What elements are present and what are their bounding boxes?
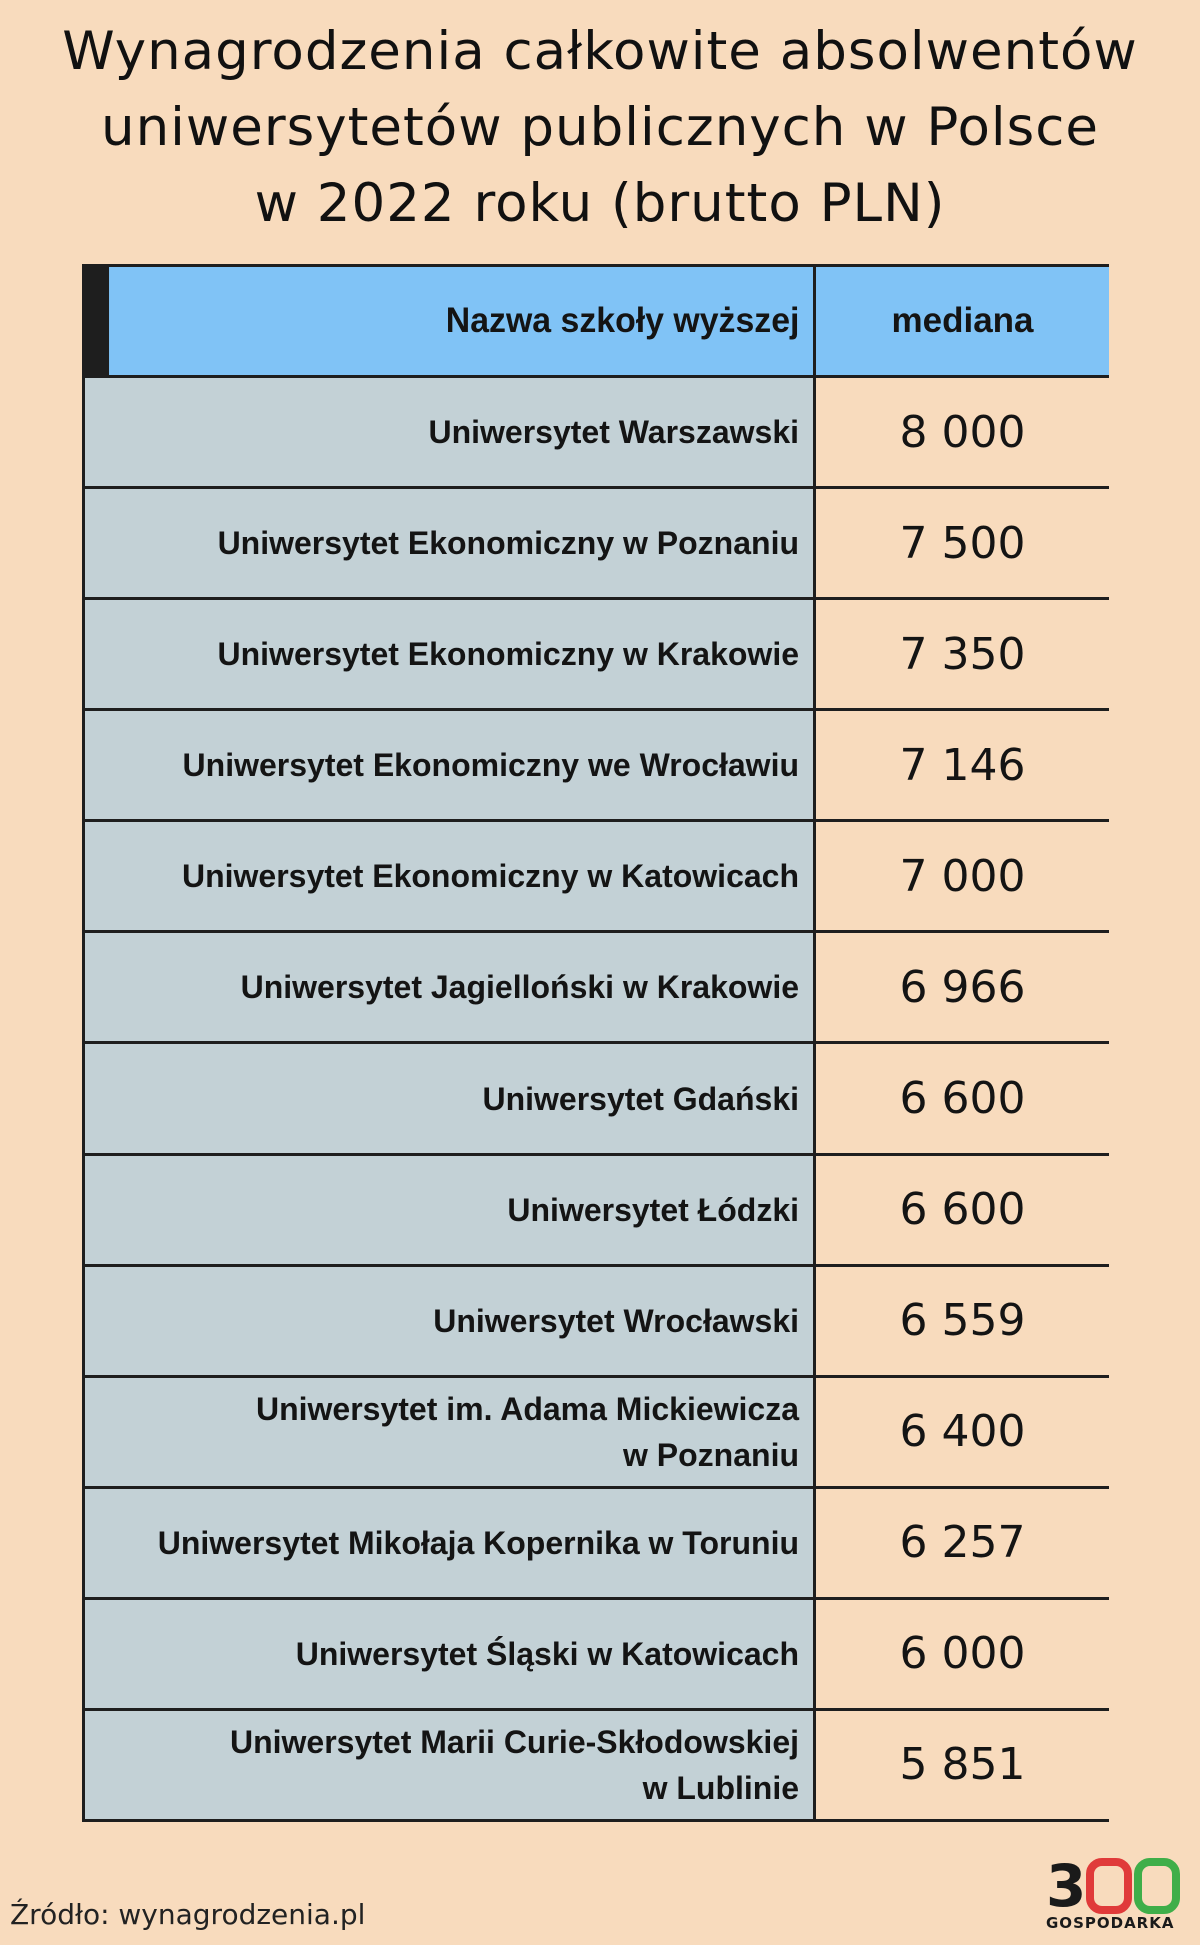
logo-red-zero [1086,1858,1132,1914]
source-note: Źródło: wynagrodzenia.pl [10,1898,366,1931]
school-name-cell [85,1711,813,1819]
school-name-cell [85,1378,813,1486]
median-value-cell: 6 966 [816,933,1109,1041]
header-school-name: Nazwa szkoły wyższej [109,267,813,375]
school-name-line: w Lublinie [642,1769,799,1806]
median-value-cell: 7 350 [816,600,1109,708]
median-value-cell: 6 257 [816,1489,1109,1597]
median-value-cell: 7 000 [816,822,1109,930]
school-name-cell [85,1156,813,1264]
title-line-1: Wynagrodzenia całkowite absolwentów [62,21,1138,82]
school-name-line: Uniwersytet Śląski w Katowicach [295,1635,799,1672]
school-name-line: Uniwersytet Gdański [482,1080,799,1117]
median-value-cell: 6 400 [816,1378,1109,1486]
school-name-line: Uniwersytet Mikołaja Kopernika w Toruniu [157,1524,799,1561]
median-value-cell: 6 559 [816,1267,1109,1375]
school-name-line: Uniwersytet Ekonomiczny w Krakowie [217,636,799,673]
school-name-cell [85,378,813,486]
logo-mark [1046,1852,1186,1920]
median-value-cell: 8 000 [816,378,1109,486]
school-name-line: Uniwersytet Jagielloński w Krakowie [240,969,799,1006]
chart-title [0,14,1200,242]
logo-green-zero [1134,1858,1180,1914]
school-name-cell [85,489,813,597]
school-name-cell [85,1489,813,1597]
school-name-line: Uniwersytet im. Adama Mickiewicza [255,1390,799,1427]
school-name-cell [85,600,813,708]
school-name-line: Uniwersytet Ekonomiczny w Katowicach [181,858,799,895]
logo-300-gospodarka [1046,1852,1186,1936]
school-name-cell [85,1600,813,1708]
school-name-line: Uniwersytet Ekonomiczny we Wrocławiu [182,747,799,784]
median-value-cell: 7 500 [816,489,1109,597]
school-name-line: Uniwersytet Ekonomiczny w Poznaniu [217,525,799,562]
school-name-line: Uniwersytet Warszawski [428,414,799,451]
title-line-2: uniwersytetów publicznych w Polsce [100,97,1099,158]
school-name-line: w Poznaniu [623,1436,799,1473]
school-name-cell [85,822,813,930]
median-value-cell: 6 000 [816,1600,1109,1708]
school-name-cell [85,711,813,819]
school-name-cell [85,933,813,1041]
header-median: mediana [816,267,1109,375]
median-value-cell: 6 600 [816,1156,1109,1264]
school-name-cell [85,1267,813,1375]
school-name-cell [85,1044,813,1152]
school-name-line: Uniwersytet Marii Curie-Skłodowskiej [229,1723,799,1760]
school-name-line: Uniwersytet Wrocławski [433,1302,799,1339]
school-name-line: Uniwersytet Łódzki [507,1191,799,1228]
salary-table [82,264,1109,1822]
median-value-cell: 7 146 [816,711,1109,819]
median-value-cell: 5 851 [816,1711,1109,1819]
median-value-cell: 6 600 [816,1044,1109,1152]
logo-word: GOSPODARKA [1046,1914,1175,1932]
title-line-3: w 2022 roku (brutto PLN) [254,173,946,234]
logo-digit: 3 [1046,1852,1085,1920]
